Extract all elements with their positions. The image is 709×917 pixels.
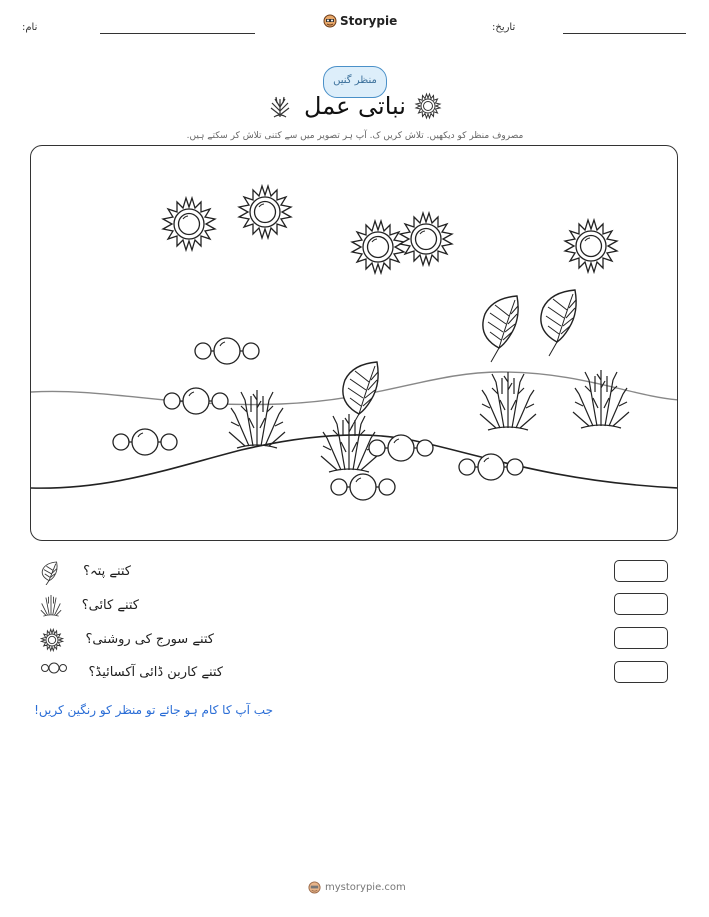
question-leaves: کتنے پتہ؟ (83, 564, 131, 579)
scene-co2-molecule (369, 435, 433, 461)
answer-box-leaves[interactable] (614, 560, 668, 582)
answer-box-sunlight[interactable] (614, 627, 668, 649)
scene-co2-molecule (331, 474, 395, 500)
sun-icon (40, 628, 64, 652)
brand-name: Storypie (340, 14, 398, 28)
name-label: نام: (22, 22, 38, 33)
sun-icon (414, 92, 442, 120)
scene-leaf (541, 290, 576, 356)
answer-box-moss[interactable] (614, 593, 668, 615)
question-moss: کتنے کائی؟ (81, 598, 139, 613)
storypie-mascot-icon (323, 14, 337, 28)
name-line[interactable] (100, 33, 255, 34)
photosynthesis-scene (30, 145, 678, 541)
moss-icon (40, 594, 62, 618)
scene-sun (239, 186, 291, 238)
scene-sun (400, 213, 452, 265)
scene-co2-molecule (459, 454, 523, 480)
coloring-instruction: جب آپ کا کام ہو جائے تو منظر کو رنگین کریں! (34, 703, 273, 717)
scene-illustration (31, 146, 678, 541)
footer (308, 881, 406, 894)
question-co2: کتنے کاربن ڈائی آکسائیڈ؟ (88, 665, 223, 680)
moss-icon (268, 93, 292, 119)
answer-box-co2[interactable] (614, 661, 668, 683)
date-line[interactable] (563, 33, 686, 34)
scene-co2-molecule (113, 429, 177, 455)
scene-moss (573, 370, 629, 428)
question-sunlight: کتنے سورج کی روشنی؟ (85, 632, 214, 647)
scene-count-tag: منظر گنیں (323, 66, 387, 98)
footer-url[interactable]: mystorypie.com (325, 882, 406, 893)
instructions: مصروف منظر کو دیکھیں. تلاش کریں ک. آپ ہر تصویر میں سے کتنی تلاش کر سکتے ہیں. (186, 131, 524, 141)
scene-leaf (483, 296, 518, 362)
storypie-mascot-icon (308, 881, 321, 894)
scene-leaf (343, 362, 378, 428)
scene-sun (163, 198, 215, 250)
co2-molecule-icon (41, 661, 67, 675)
scene-sun (352, 221, 404, 273)
leaf-icon (38, 561, 60, 585)
page-title: نباتی عمل (304, 92, 406, 120)
scene-moss (480, 372, 536, 430)
scene-sun (565, 220, 617, 272)
scene-co2-molecule (164, 388, 228, 414)
scene-moss (321, 414, 377, 472)
date-label: تاریخ: (492, 22, 516, 33)
scene-co2-molecule (195, 338, 259, 364)
brand-logo (323, 14, 397, 28)
scene-moss (229, 390, 285, 448)
